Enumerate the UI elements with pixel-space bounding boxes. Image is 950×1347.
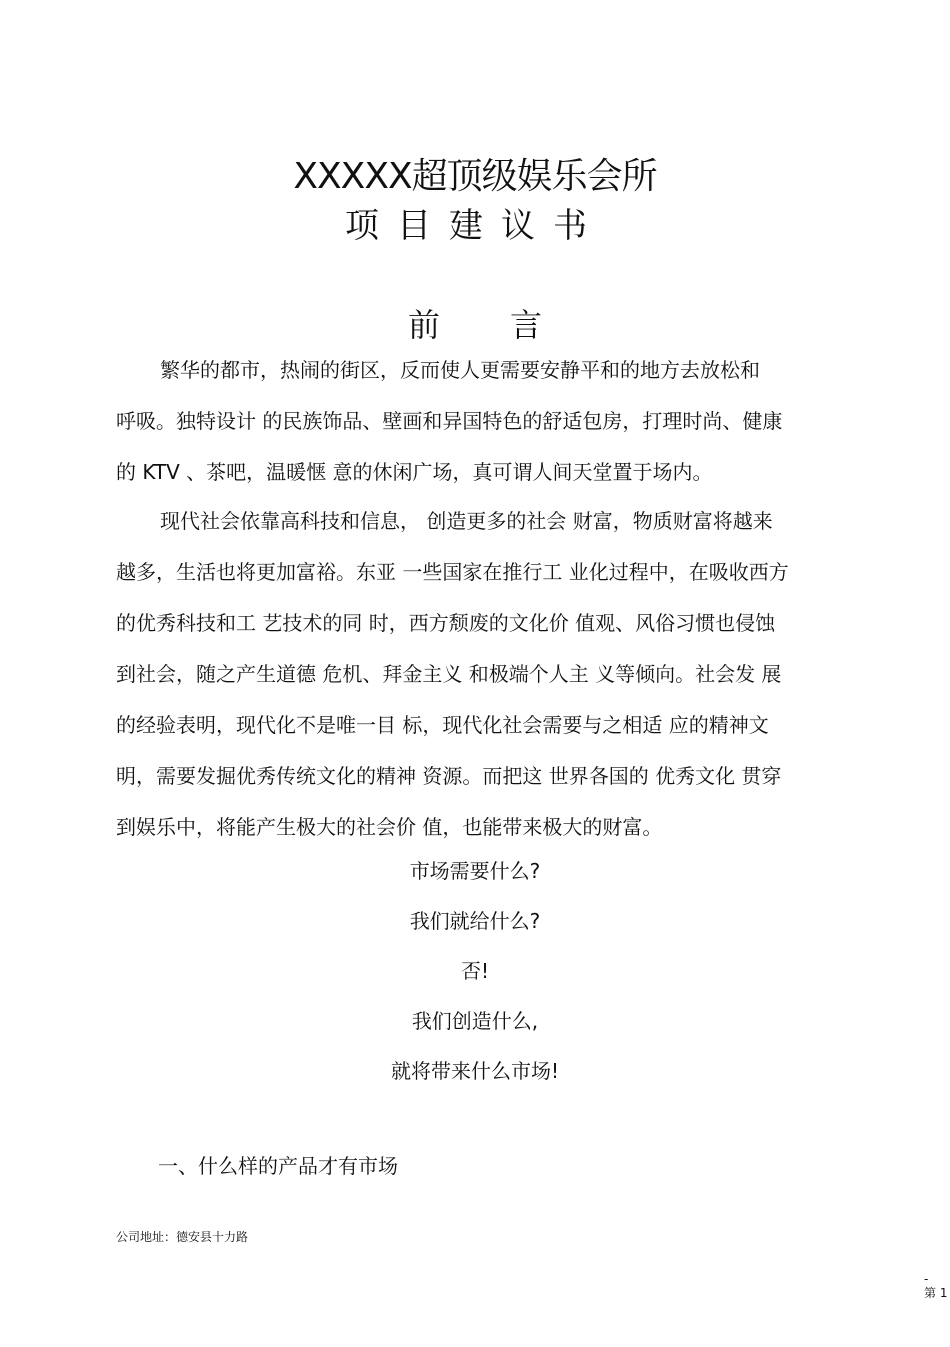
paragraph-line: 的 KTV 、茶吧，温暖惬 意的休闲广场，真可谓人间天堂置于场内。 <box>116 460 713 484</box>
page-number <box>924 1272 947 1300</box>
section-heading: 一、什么样的产品才有市场 <box>158 1154 398 1178</box>
paragraph-line: 繁华的都市，热闹的街区，反而使人更需要安静平和的地方去放松和 <box>160 358 760 382</box>
paragraph-line: 到社会，随之产生道德 危机、拜金主义 和极端个人主 义等倾向。社会发 展 <box>116 662 782 686</box>
page-label: 第 1 <box>924 1286 948 1300</box>
slogan-line: 就将带来什么市场! <box>390 1059 560 1083</box>
slogan-line: 我们创造什么, <box>411 1009 539 1033</box>
slogan-line: 否! <box>460 959 490 983</box>
preface-paragraph-2 <box>116 496 856 853</box>
paragraph-line: 明，需要发掘优秀传统文化的精神 资源。而把这 世界各国的 优秀文化 贯穿 <box>116 764 782 788</box>
preface-paragraph-1 <box>116 345 856 498</box>
paragraph-line: 呼吸。独特设计 的民族饰品、壁画和异国特色的舒适包房，打理时尚、健康 <box>116 409 783 433</box>
paragraph-line: 的优秀科技和工 艺技术的同 时，西方颓废的文化价 值观、风俗习惯也侵蚀 <box>116 611 776 635</box>
page-dash: - <box>924 1272 929 1286</box>
slogan-line: 市场需要什么? <box>409 859 541 883</box>
paragraph-line: 到娱乐中，将能产生极大的社会价 值，也能带来极大的财富。 <box>116 815 663 839</box>
slogan-block <box>0 846 950 1096</box>
document-subtitle: 项目建议书 <box>345 206 605 246</box>
preface-heading: 前言 <box>407 306 612 344</box>
footer-address: 公司地址：德安县十力路 <box>116 1230 249 1244</box>
paragraph-line: 现代社会依靠高科技和信息， 创造更多的社会 财富，物质财富将越来 <box>160 509 773 533</box>
slogan-line: 我们就给什么? <box>409 909 541 933</box>
paragraph-line: 越多，生活也将更加富裕。东亚 一些国家在推行工 业化过程中，在吸收西方 <box>116 560 789 584</box>
paragraph-line: 的经验表明，现代化不是唯一目 标，现代化社会需要与之相适 应的精神文 <box>116 713 769 737</box>
document-title: XXXXX超顶级娱乐会所 <box>293 156 657 197</box>
